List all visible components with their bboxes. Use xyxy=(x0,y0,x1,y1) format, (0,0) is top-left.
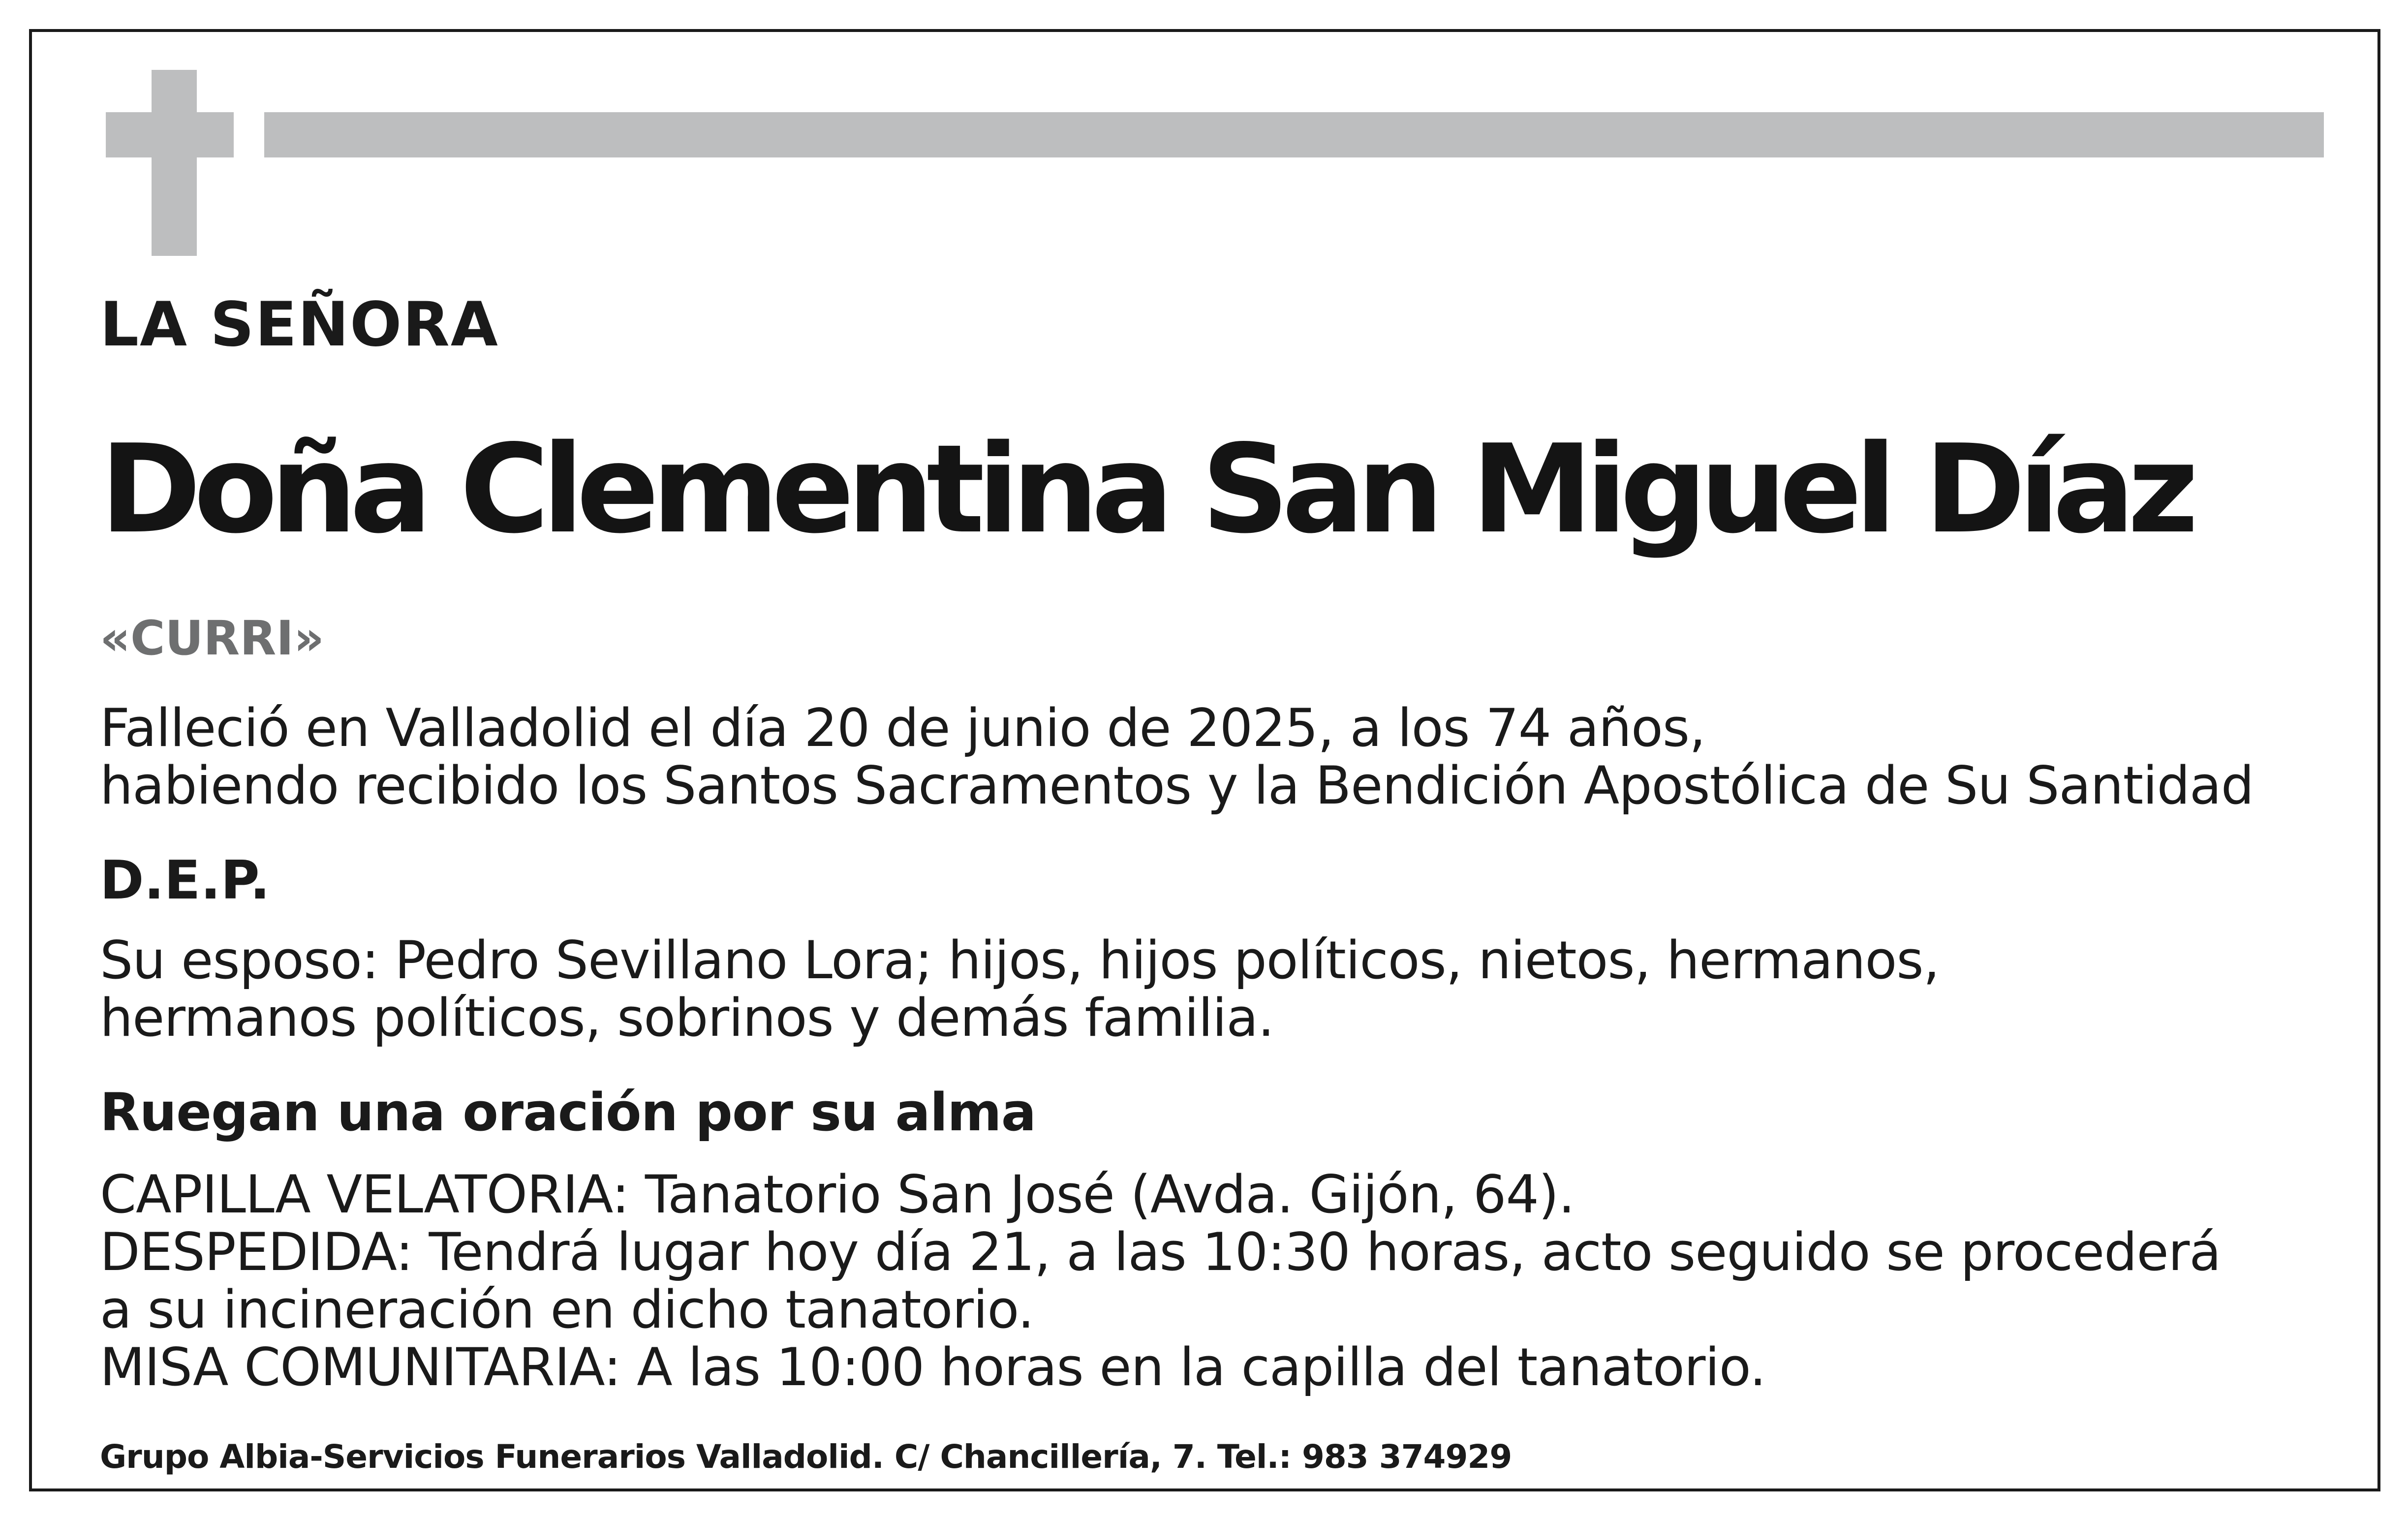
arrangement-line: a su incineración en dicho tanatorio. xyxy=(100,1279,1034,1340)
prayer-request: Ruegan una oración por su alma xyxy=(100,1082,1036,1143)
cross-icon-vertical xyxy=(152,70,197,256)
funeral-home-footer: Grupo Albia-Servicios Funerarios Valladolid. C/ Chancillería, 7. Tel.: 983 374929 xyxy=(100,1438,1512,1476)
header-rule xyxy=(264,112,2324,157)
family-list xyxy=(100,931,1939,1047)
nickname: «CURRI» xyxy=(100,611,324,666)
funeral-arrangements xyxy=(100,1166,2221,1396)
death-announcement-line: Falleció en Valladolid el día 20 de junio de 2025, a los 74 años, xyxy=(100,698,1705,758)
death-announcement xyxy=(100,699,2254,814)
family-list-line: Su esposo: Pedro Sevillano Lora; hijos, hijos políticos, nietos, hermanos, xyxy=(100,930,1940,991)
death-announcement-line: habiendo recibido los Santos Sacramentos y la Bendición Apostólica de Su Santidad xyxy=(100,755,2254,816)
arrangement-line: DESPEDIDA: Tendrá lugar hoy día 21, a las 10:30 horas, acto seguido se procederá xyxy=(100,1222,2221,1282)
arrangement-line: CAPILLA VELATORIA: Tanatorio San José (Avda. Gijón, 64). xyxy=(100,1164,1574,1225)
arrangement-line: MISA COMUNITARIA: A las 10:00 horas en la capilla del tanatorio. xyxy=(100,1337,1766,1397)
family-list-line: hermanos políticos, sobrinos y demás familia. xyxy=(100,988,1274,1048)
deceased-name: Doña Clementina San Miguel Díaz xyxy=(100,419,2192,560)
salutation: LA SEÑORA xyxy=(100,289,499,360)
rest-in-peace: D.E.P. xyxy=(100,850,270,911)
cross-icon-horizontal xyxy=(106,112,234,157)
